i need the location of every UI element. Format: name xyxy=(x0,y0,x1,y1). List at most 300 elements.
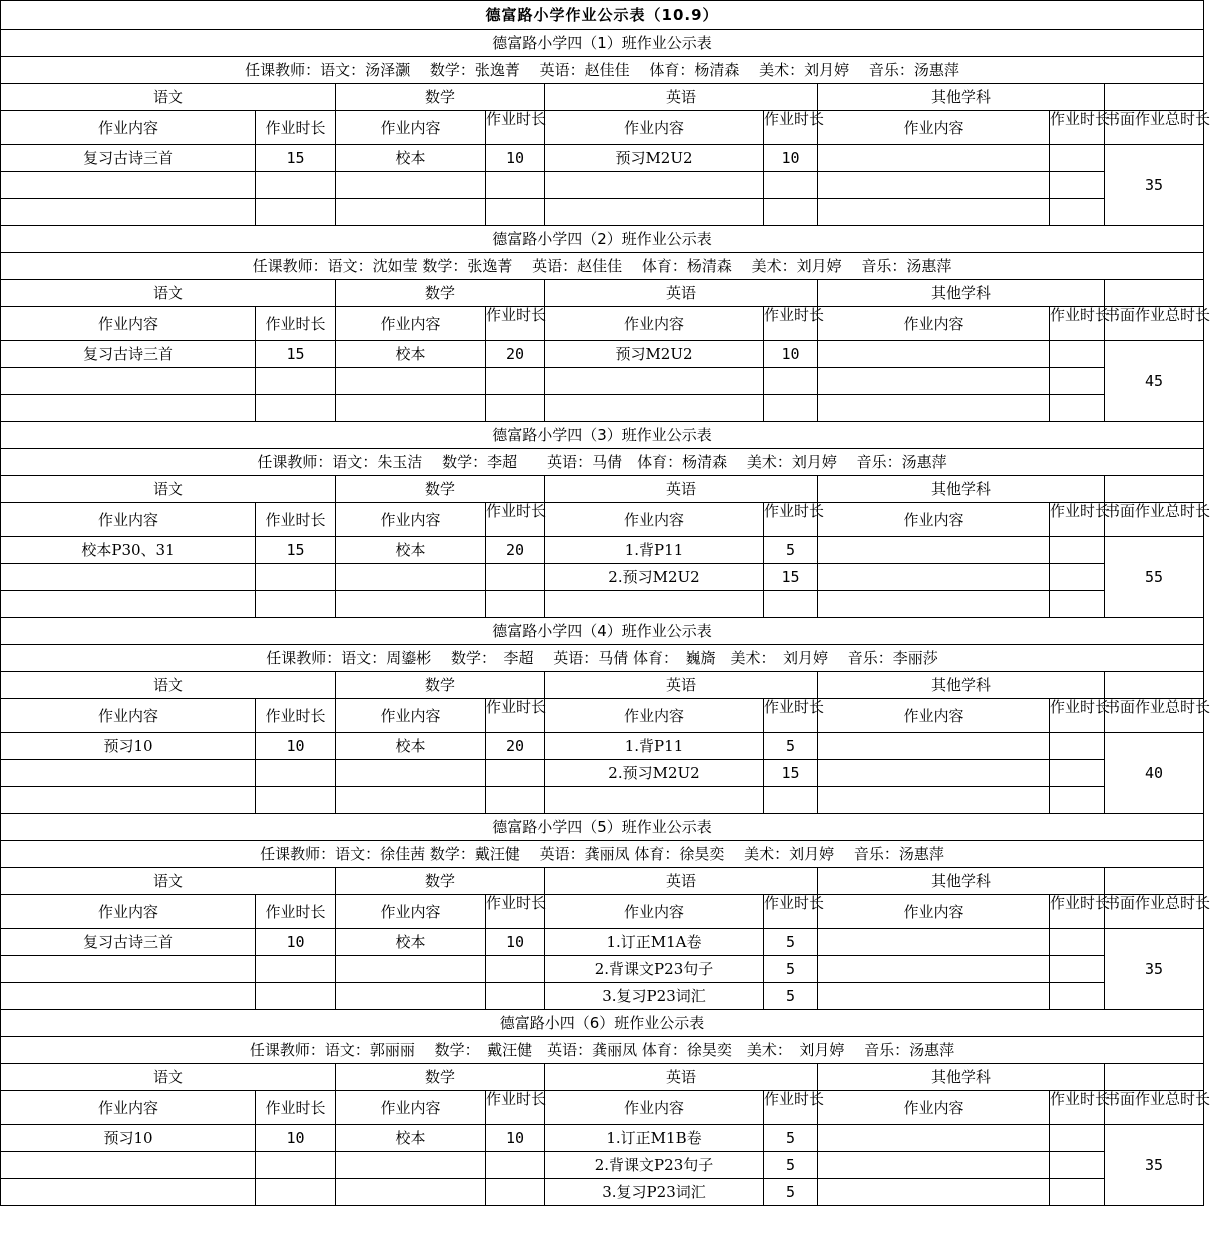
header-duration xyxy=(764,502,825,537)
math-duration xyxy=(486,395,545,422)
header-duration xyxy=(486,307,545,341)
subject-english: 英语 xyxy=(545,1064,818,1091)
english-content xyxy=(545,172,764,199)
chinese-content xyxy=(1,564,256,591)
math-duration: 10 xyxy=(486,929,545,956)
header-content: 作业内容 xyxy=(1,1091,256,1125)
class-title-row xyxy=(1,1010,1204,1037)
math-content xyxy=(336,787,486,814)
header-total-text: 书面作业总时长 xyxy=(1105,502,1210,520)
subject-chinese: 语文 xyxy=(1,476,336,503)
math-duration xyxy=(486,591,545,618)
total-duration: 35 xyxy=(1105,1125,1204,1206)
teachers-info: 任课教师：语文：汤泽灏 数学：张逸菁 英语：赵佳佳 体育：杨清森 美术：刘月婷 音乐：汤惠萍 xyxy=(1,57,1204,84)
header-total-text: 书面作业总时长 xyxy=(1105,306,1210,324)
other-content xyxy=(818,956,1050,983)
header-content: 作业内容 xyxy=(1,895,256,929)
english-duration: 5 xyxy=(764,929,818,956)
header-duration: 作业时长 xyxy=(256,503,336,537)
header-content: 作业内容 xyxy=(336,1091,486,1125)
english-content: 3.复习P23词汇 xyxy=(545,1179,764,1206)
other-content xyxy=(818,760,1050,787)
table-row xyxy=(1,341,1204,368)
header-content: 作业内容 xyxy=(818,307,1050,341)
chinese-duration: 10 xyxy=(256,929,336,956)
total-duration: 35 xyxy=(1105,145,1204,226)
subject-header-row xyxy=(1,280,1204,307)
math-content: 校本 xyxy=(336,733,486,760)
header-duration-text: 作业时长 xyxy=(486,306,547,324)
chinese-duration xyxy=(256,591,336,618)
header-content: 作业内容 xyxy=(336,699,486,733)
other-duration xyxy=(1050,537,1105,564)
table-row xyxy=(1,1179,1204,1206)
math-duration: 10 xyxy=(486,1125,545,1152)
math-content xyxy=(336,395,486,422)
other-duration xyxy=(1050,929,1105,956)
table-row xyxy=(1,368,1204,395)
header-duration xyxy=(1050,306,1111,341)
header-content: 作业内容 xyxy=(336,307,486,341)
chinese-duration: 15 xyxy=(256,145,336,172)
chinese-content xyxy=(1,172,256,199)
header-duration xyxy=(1050,502,1111,537)
math-content xyxy=(336,591,486,618)
teachers-row xyxy=(1,57,1204,84)
math-content xyxy=(336,1179,486,1206)
header-total-text: 书面作业总时长 xyxy=(1105,110,1210,128)
chinese-content xyxy=(1,760,256,787)
english-duration xyxy=(764,172,818,199)
other-duration xyxy=(1050,956,1105,983)
total-duration: 40 xyxy=(1105,733,1204,814)
english-duration: 5 xyxy=(764,1179,818,1206)
english-duration xyxy=(764,395,818,422)
header-content: 作业内容 xyxy=(545,699,764,733)
subject-math: 数学 xyxy=(336,476,545,503)
chinese-duration xyxy=(256,1152,336,1179)
subject-english: 英语 xyxy=(545,280,818,307)
math-content: 校本 xyxy=(336,1125,486,1152)
header-duration-text: 作业时长 xyxy=(1050,502,1111,520)
chinese-content: 预习10 xyxy=(1,733,256,760)
chinese-duration xyxy=(256,956,336,983)
column-header-row xyxy=(1,699,1204,733)
column-header-row xyxy=(1,307,1204,341)
chinese-content: 校本P30、31 xyxy=(1,537,256,564)
teachers-info: 任课教师：语文：郭丽丽 数学： 戴汪健 英语：龚丽凤 体育：徐昊奕 美术： 刘月婷 音乐：汤惠萍 xyxy=(1,1037,1204,1064)
subject-math: 数学 xyxy=(336,1064,545,1091)
other-content xyxy=(818,199,1050,226)
subject-other: 其他学科 xyxy=(818,84,1105,111)
header-duration xyxy=(1050,110,1111,145)
header-content: 作业内容 xyxy=(545,895,764,929)
class-title: 德富路小学四（1）班作业公示表 xyxy=(1,30,1204,57)
english-duration xyxy=(764,591,818,618)
header-duration: 作业时长 xyxy=(256,895,336,929)
header-duration-text: 作业时长 xyxy=(1050,698,1111,716)
subject-other: 其他学科 xyxy=(818,280,1105,307)
chinese-duration: 10 xyxy=(256,1125,336,1152)
header-content: 作业内容 xyxy=(1,307,256,341)
header-duration-text: 作业时长 xyxy=(486,502,547,520)
math-content xyxy=(336,564,486,591)
math-content xyxy=(336,172,486,199)
header-duration-text: 作业时长 xyxy=(764,894,825,912)
header-duration-text: 作业时长 xyxy=(486,894,547,912)
math-content: 校本 xyxy=(336,145,486,172)
subject-english: 英语 xyxy=(545,84,818,111)
header-duration xyxy=(486,1091,545,1125)
class-title-row xyxy=(1,226,1204,253)
chinese-duration: 15 xyxy=(256,341,336,368)
header-total xyxy=(1105,894,1210,929)
chinese-content xyxy=(1,591,256,618)
other-content xyxy=(818,341,1050,368)
chinese-content: 复习古诗三首 xyxy=(1,341,256,368)
other-duration xyxy=(1050,983,1105,1010)
header-duration: 作业时长 xyxy=(256,1091,336,1125)
table-row xyxy=(1,145,1204,172)
total-duration: 45 xyxy=(1105,341,1204,422)
header-duration xyxy=(486,895,545,929)
header-duration-text: 作业时长 xyxy=(1050,894,1111,912)
header-total xyxy=(1105,110,1210,145)
header-content: 作业内容 xyxy=(818,699,1050,733)
math-content xyxy=(336,368,486,395)
chinese-content xyxy=(1,368,256,395)
column-header-row xyxy=(1,895,1204,929)
other-content xyxy=(818,591,1050,618)
other-content xyxy=(818,1125,1050,1152)
math-duration xyxy=(486,368,545,395)
teachers-row xyxy=(1,645,1204,672)
math-content xyxy=(336,983,486,1010)
english-content: 预习M2U2 xyxy=(545,145,764,172)
other-content xyxy=(818,172,1050,199)
english-content: 1.背P11 xyxy=(545,537,764,564)
header-duration-text: 作业时长 xyxy=(1050,1090,1111,1108)
math-duration xyxy=(486,760,545,787)
header-content: 作业内容 xyxy=(1,503,256,537)
chinese-duration xyxy=(256,368,336,395)
math-duration xyxy=(486,564,545,591)
header-duration-text: 作业时长 xyxy=(486,1090,547,1108)
column-header-row xyxy=(1,503,1204,537)
chinese-content xyxy=(1,787,256,814)
subject-other: 其他学科 xyxy=(818,672,1105,699)
table-row xyxy=(1,1125,1204,1152)
subject-empty xyxy=(1105,84,1204,111)
subject-chinese: 语文 xyxy=(1,868,336,895)
math-content: 校本 xyxy=(336,537,486,564)
subject-math: 数学 xyxy=(336,868,545,895)
math-content: 校本 xyxy=(336,341,486,368)
math-duration: 20 xyxy=(486,341,545,368)
subject-math: 数学 xyxy=(336,84,545,111)
table-row xyxy=(1,395,1204,422)
table-row xyxy=(1,564,1204,591)
english-content: 2.背课文P23句子 xyxy=(545,956,764,983)
subject-math: 数学 xyxy=(336,280,545,307)
header-content: 作业内容 xyxy=(545,307,764,341)
other-content xyxy=(818,145,1050,172)
other-duration xyxy=(1050,564,1105,591)
header-duration xyxy=(764,1090,825,1125)
header-duration xyxy=(486,503,545,537)
subject-other: 其他学科 xyxy=(818,868,1105,895)
subject-other: 其他学科 xyxy=(818,1064,1105,1091)
other-duration xyxy=(1050,733,1105,760)
header-duration-text: 作业时长 xyxy=(764,1090,825,1108)
subject-empty xyxy=(1105,672,1204,699)
header-duration-text: 作业时长 xyxy=(764,110,825,128)
class-title-row xyxy=(1,618,1204,645)
header-content: 作业内容 xyxy=(336,895,486,929)
subject-header-row xyxy=(1,868,1204,895)
header-content: 作业内容 xyxy=(545,503,764,537)
header-duration xyxy=(486,111,545,145)
english-duration xyxy=(764,199,818,226)
header-content: 作业内容 xyxy=(1,699,256,733)
english-duration: 5 xyxy=(764,1125,818,1152)
subject-english: 英语 xyxy=(545,476,818,503)
english-content: 1.背P11 xyxy=(545,733,764,760)
header-duration xyxy=(764,698,825,733)
math-content xyxy=(336,956,486,983)
header-duration-text: 作业时长 xyxy=(1050,306,1111,324)
other-duration xyxy=(1050,368,1105,395)
english-duration: 5 xyxy=(764,537,818,564)
english-content: 1.订正M1B卷 xyxy=(545,1125,764,1152)
chinese-duration xyxy=(256,1179,336,1206)
subject-math: 数学 xyxy=(336,672,545,699)
english-duration: 10 xyxy=(764,341,818,368)
english-content: 1.订正M1A卷 xyxy=(545,929,764,956)
class-title: 德富路小四（6）班作业公示表 xyxy=(1,1010,1204,1037)
subject-empty xyxy=(1105,868,1204,895)
subject-empty xyxy=(1105,476,1204,503)
chinese-content: 预习10 xyxy=(1,1125,256,1152)
english-duration: 5 xyxy=(764,983,818,1010)
header-total xyxy=(1105,306,1210,341)
header-duration: 作业时长 xyxy=(256,307,336,341)
subject-chinese: 语文 xyxy=(1,84,336,111)
header-duration xyxy=(486,699,545,733)
other-content xyxy=(818,1152,1050,1179)
subject-header-row xyxy=(1,1064,1204,1091)
other-duration xyxy=(1050,145,1105,172)
other-duration xyxy=(1050,1179,1105,1206)
other-content xyxy=(818,564,1050,591)
teachers-row xyxy=(1,1037,1204,1064)
chinese-duration xyxy=(256,395,336,422)
teachers-row xyxy=(1,841,1204,868)
math-duration xyxy=(486,172,545,199)
table-row xyxy=(1,591,1204,618)
chinese-content xyxy=(1,956,256,983)
teachers-info: 任课教师：语文：徐佳茜 数学：戴汪健 英语：龚丽凤 体育：徐昊奕 美术：刘月婷 音乐：汤惠萍 xyxy=(1,841,1204,868)
other-duration xyxy=(1050,341,1105,368)
subject-header-row xyxy=(1,84,1204,111)
column-header-row xyxy=(1,1091,1204,1125)
english-content: 2.背课文P23句子 xyxy=(545,1152,764,1179)
header-content: 作业内容 xyxy=(545,111,764,145)
subject-chinese: 语文 xyxy=(1,672,336,699)
class-title-row xyxy=(1,422,1204,449)
math-duration xyxy=(486,1179,545,1206)
header-total-text: 书面作业总时长 xyxy=(1105,1090,1210,1108)
header-duration xyxy=(764,306,825,341)
other-duration xyxy=(1050,760,1105,787)
english-content: 3.复习P23词汇 xyxy=(545,983,764,1010)
math-content xyxy=(336,1152,486,1179)
header-content: 作业内容 xyxy=(1,111,256,145)
english-duration xyxy=(764,787,818,814)
english-duration: 15 xyxy=(764,760,818,787)
header-duration-text: 作业时长 xyxy=(486,110,547,128)
subject-header-row xyxy=(1,476,1204,503)
class-title-row xyxy=(1,814,1204,841)
header-total xyxy=(1105,502,1210,537)
column-header-row xyxy=(1,111,1204,145)
chinese-duration xyxy=(256,199,336,226)
header-content: 作业内容 xyxy=(336,111,486,145)
total-duration: 55 xyxy=(1105,537,1204,618)
subject-chinese: 语文 xyxy=(1,280,336,307)
other-content xyxy=(818,787,1050,814)
table-row xyxy=(1,733,1204,760)
teachers-info: 任课教师：语文：沈如莹 数学：张逸菁 英语：赵佳佳 体育：杨清森 美术：刘月婷 音乐：汤惠萍 xyxy=(1,253,1204,280)
other-content xyxy=(818,395,1050,422)
english-content xyxy=(545,591,764,618)
header-content: 作业内容 xyxy=(818,895,1050,929)
chinese-duration: 10 xyxy=(256,733,336,760)
other-content xyxy=(818,733,1050,760)
english-duration: 5 xyxy=(764,733,818,760)
other-duration xyxy=(1050,591,1105,618)
header-content: 作业内容 xyxy=(818,1091,1050,1125)
table-row xyxy=(1,983,1204,1010)
other-duration xyxy=(1050,395,1105,422)
subject-chinese: 语文 xyxy=(1,1064,336,1091)
chinese-content xyxy=(1,983,256,1010)
math-content: 校本 xyxy=(336,929,486,956)
other-content xyxy=(818,368,1050,395)
subject-english: 英语 xyxy=(545,868,818,895)
header-duration xyxy=(1050,1090,1111,1125)
other-content xyxy=(818,1179,1050,1206)
math-duration xyxy=(486,956,545,983)
header-total-text: 书面作业总时长 xyxy=(1105,698,1210,716)
class-title: 德富路小学四（4）班作业公示表 xyxy=(1,618,1204,645)
table-row xyxy=(1,956,1204,983)
teachers-row xyxy=(1,253,1204,280)
other-content xyxy=(818,983,1050,1010)
header-duration xyxy=(1050,894,1111,929)
math-duration: 10 xyxy=(486,145,545,172)
main-title-row xyxy=(1,1,1204,30)
table-row xyxy=(1,1152,1204,1179)
header-content: 作业内容 xyxy=(818,503,1050,537)
chinese-content xyxy=(1,395,256,422)
math-content xyxy=(336,760,486,787)
math-content xyxy=(336,199,486,226)
chinese-duration xyxy=(256,787,336,814)
chinese-content xyxy=(1,199,256,226)
table-row xyxy=(1,760,1204,787)
header-total xyxy=(1105,1090,1210,1125)
total-duration: 35 xyxy=(1105,929,1204,1010)
chinese-duration xyxy=(256,172,336,199)
math-duration xyxy=(486,199,545,226)
chinese-content: 复习古诗三首 xyxy=(1,145,256,172)
english-content: 预习M2U2 xyxy=(545,341,764,368)
subject-other: 其他学科 xyxy=(818,476,1105,503)
english-duration: 5 xyxy=(764,1152,818,1179)
subject-empty xyxy=(1105,280,1204,307)
chinese-duration xyxy=(256,564,336,591)
english-duration: 5 xyxy=(764,956,818,983)
chinese-duration xyxy=(256,760,336,787)
chinese-duration: 15 xyxy=(256,537,336,564)
table-row xyxy=(1,929,1204,956)
class-title: 德富路小学四（5）班作业公示表 xyxy=(1,814,1204,841)
other-duration xyxy=(1050,199,1105,226)
header-duration: 作业时长 xyxy=(256,699,336,733)
english-content: 2.预习M2U2 xyxy=(545,564,764,591)
english-content xyxy=(545,199,764,226)
header-duration-text: 作业时长 xyxy=(764,502,825,520)
subject-english: 英语 xyxy=(545,672,818,699)
header-total xyxy=(1105,698,1210,733)
class-title: 德富路小学四（3）班作业公示表 xyxy=(1,422,1204,449)
english-content xyxy=(545,395,764,422)
other-content xyxy=(818,929,1050,956)
teachers-info: 任课教师：语文：朱玉洁 数学：李超 英语：马倩 体育：杨清森 美术：刘月婷 音乐：汤惠萍 xyxy=(1,449,1204,476)
header-content: 作业内容 xyxy=(336,503,486,537)
english-content xyxy=(545,787,764,814)
chinese-content: 复习古诗三首 xyxy=(1,929,256,956)
english-duration: 15 xyxy=(764,564,818,591)
header-duration xyxy=(764,894,825,929)
header-duration-text: 作业时长 xyxy=(764,698,825,716)
english-content: 2.预习M2U2 xyxy=(545,760,764,787)
math-duration: 20 xyxy=(486,733,545,760)
table-row xyxy=(1,537,1204,564)
header-duration-text: 作业时长 xyxy=(1050,110,1111,128)
english-content xyxy=(545,368,764,395)
subject-empty xyxy=(1105,1064,1204,1091)
header-content: 作业内容 xyxy=(818,111,1050,145)
class-title-row xyxy=(1,30,1204,57)
other-content xyxy=(818,537,1050,564)
header-duration xyxy=(1050,698,1111,733)
table-row xyxy=(1,172,1204,199)
page-title: 德富路小学作业公示表（10.9） xyxy=(1,1,1204,30)
english-duration xyxy=(764,368,818,395)
other-duration xyxy=(1050,172,1105,199)
table-row xyxy=(1,787,1204,814)
subject-header-row xyxy=(1,672,1204,699)
table-row xyxy=(1,199,1204,226)
header-duration: 作业时长 xyxy=(256,111,336,145)
other-duration xyxy=(1050,1125,1105,1152)
other-duration xyxy=(1050,1152,1105,1179)
teachers-row xyxy=(1,449,1204,476)
math-duration xyxy=(486,787,545,814)
header-duration-text: 作业时长 xyxy=(764,306,825,324)
